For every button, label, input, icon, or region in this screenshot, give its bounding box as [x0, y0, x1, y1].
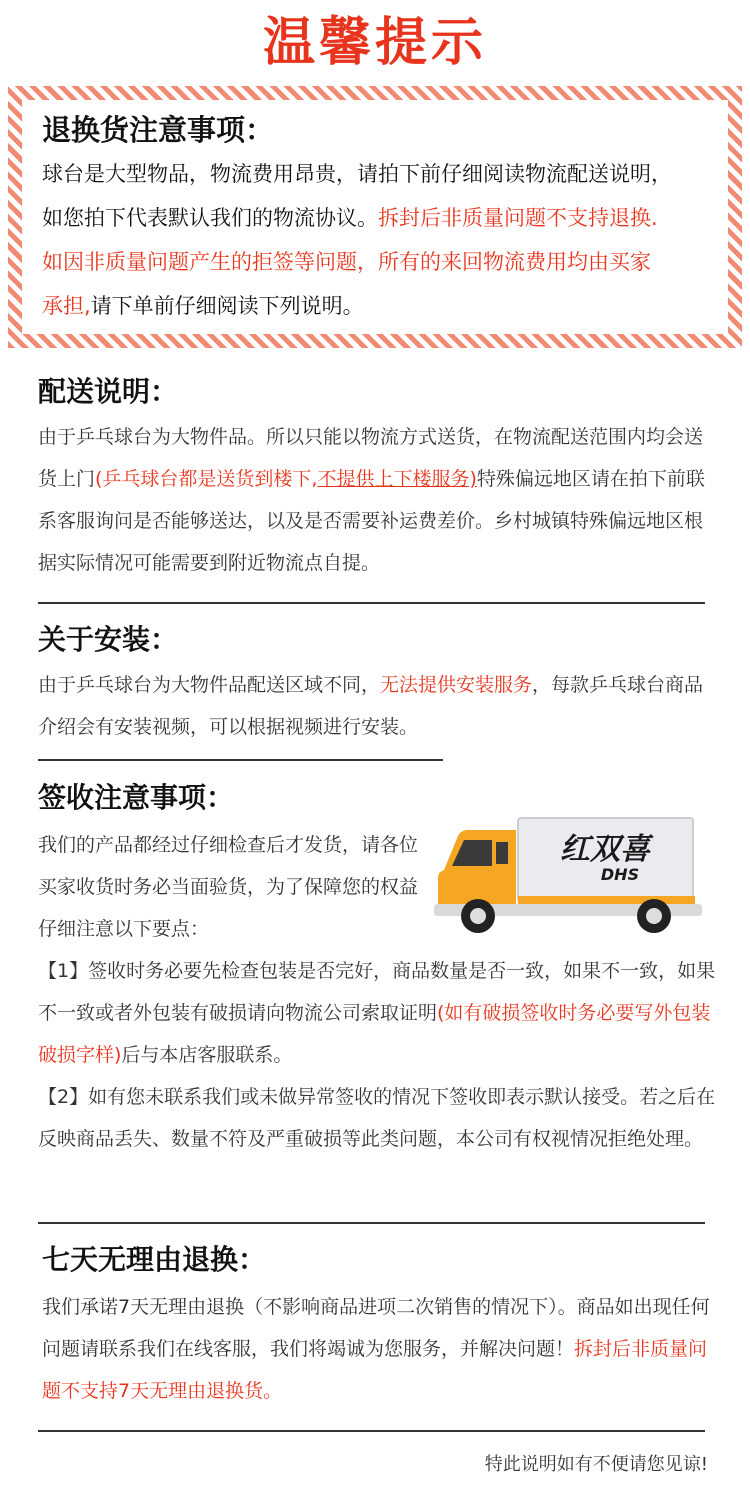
divider-4	[38, 1430, 705, 1432]
divider-3	[38, 1222, 705, 1224]
truck-logo-text: 红双喜	[560, 832, 650, 867]
truck-logo-sub: DHS	[600, 865, 640, 884]
divider-1	[38, 602, 705, 604]
install-section	[38, 620, 718, 748]
return-notice-heading: 退换货注意事项：	[42, 113, 275, 147]
notice-line4-red: 承担,	[42, 294, 91, 318]
notice-line4-suffix: 请下单前仔细阅读下列说明。	[90, 294, 364, 318]
delivery-red2: 不提供上下楼服务)	[317, 468, 477, 490]
page-title: 温馨提示	[262, 13, 487, 73]
truck-rear-hub	[646, 908, 662, 924]
signing-heading: 签收注意事项：	[38, 781, 235, 814]
delivery-truck-illustration	[430, 812, 705, 942]
signing-point-1	[38, 950, 718, 1076]
install-red: 无法提供安装服务	[380, 674, 533, 696]
footer-note: 特此说明如有不便请您见谅!	[484, 1454, 708, 1475]
signing-p1-suffix: 后与本店客服联系。	[121, 1044, 293, 1066]
notice-line3-red: 如因非质量问题产生的拒签等问题，所有的来回物流费用均由买家	[42, 250, 651, 274]
notice-line2-red: 拆封后非质量问题不支持退换.	[378, 206, 658, 230]
signing-intro: 我们的产品都经过仔细检查后才发货，请各位买家收货时务必当面验货，为了保障您的权益仔细注意以下要点：	[38, 834, 419, 940]
signing-p1-red: (如有破损签收时务必要写外包装破损字样)	[38, 1002, 711, 1066]
seven-days-body: 我们承诺7天无理由退换（不影响商品进项二次销售的情况下）。商品如出现任何问题请联系我们在线客服，我们将竭诚为您服务，并解决问题！	[42, 1296, 710, 1360]
delivery-heading: 配送说明：	[38, 375, 179, 408]
seven-days-heading: 七天无理由退换：	[42, 1243, 267, 1276]
truck-front-hub	[470, 908, 486, 924]
seven-days-text	[42, 1286, 722, 1412]
signing-p1-text: 【1】签收时务必要先检查包装是否完好，商品数量是否一致，如果不一致，如果不一致或者外包装有破损请向物流公司索取证明	[38, 960, 716, 1024]
return-notice-inner	[22, 100, 728, 334]
notice-line2-prefix: 如您拍下代表默认我们的物流协议。	[42, 206, 378, 230]
install-heading: 关于安装：	[38, 623, 179, 656]
seven-days-section	[42, 1240, 722, 1412]
delivery-text2: 特殊偏远地区请在拍下前联系客服询问是否能够送达，以及是否需要补运费差价。乡村城镇特殊偏远地区根据实际情况可能需要到附近物流点自提。	[38, 468, 705, 574]
return-notice-box	[8, 86, 742, 348]
delivery-text	[38, 416, 718, 584]
return-notice-text	[42, 152, 732, 328]
delivery-section	[38, 372, 718, 584]
install-text	[38, 664, 718, 748]
signing-point-2: 【2】如有您未联系我们或未做异常签收的情况下签收即表示默认接受。若之后在反映商品丢失、数量不符及严重破损等此类问题，本公司有权视情况拒绝处理。	[38, 1086, 716, 1150]
install-text1: 由于乒乓球台为大物件品配送区域不同，	[38, 674, 381, 696]
delivery-text1: 由于乒乓球台为大物件品。所以只能以物流方式送货，在物流配送范围内均会送货上门	[38, 426, 704, 490]
install-text2: ，每款乒乓球台商品介绍会有安装视频，可以根据视频进行安装。	[38, 674, 704, 738]
delivery-red1: (乒乓球台都是送货到楼下,	[95, 468, 318, 490]
divider-2	[38, 759, 443, 761]
seven-days-red: 拆封后非质量问题不支持7天无理由退换货。	[42, 1338, 708, 1402]
notice-line1: 球台是大型物品，物流费用昂贵，请拍下前仔细阅读物流配送说明，	[42, 162, 672, 186]
truck-side-window	[496, 842, 508, 864]
